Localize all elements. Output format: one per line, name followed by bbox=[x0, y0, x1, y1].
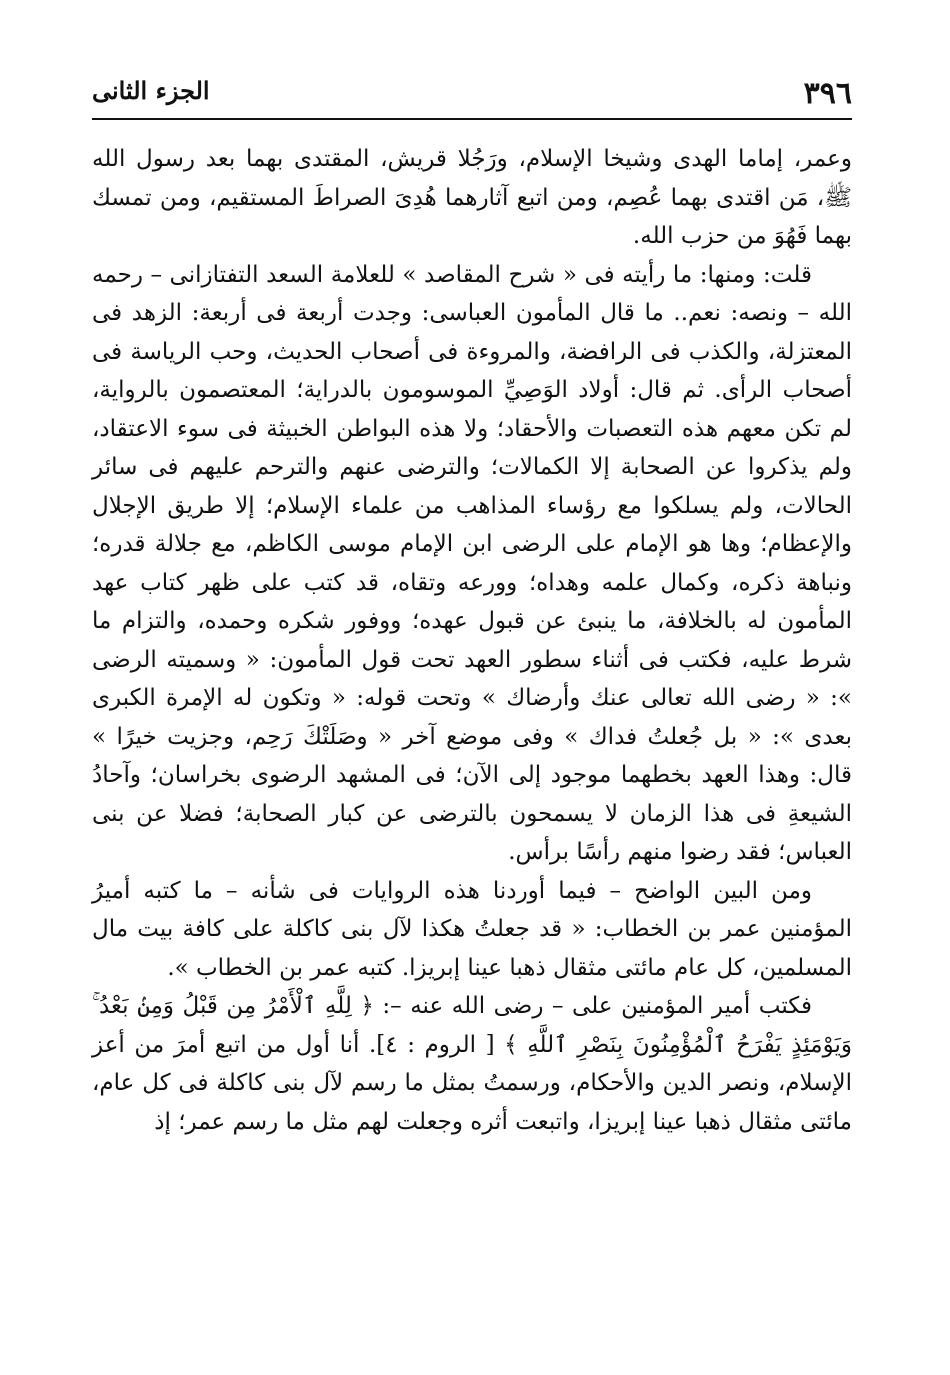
paragraph-continuation: وعمر، إماما الهدى وشيخا الإسلام، ورَجُلا قريش، المقتدى بهما بعد رسول الله ﷺ، مَن اقتدى بهما عُصِم، ومن اتبع آثارهما هُدِىَ الصراطَ المستقيم، ومن تمسك بهما فَهُوَ من حزب الله. bbox=[92, 146, 852, 249]
page-body bbox=[92, 140, 852, 1141]
paragraph-umar-letter: ومن البين الواضح – فيما أوردنا هذه الروايات فى شأنه – ما كتبه أميرُ المؤمنين عمر بن الخطاب: « قد جعلتُ هكذا لآل بنى كاكلة على كافة بيت مال المسلمين، كل عام مائتى مثقال ذهبا عينا إبريزا. كتبه عمر بن الخطاب ». bbox=[92, 877, 852, 981]
page-header bbox=[92, 72, 852, 111]
paragraph-ali-reply: فكتب أمير المؤمنين على – رضى الله عنه –: ﴿ لِلَّهِ ٱلْأَمْرُ مِن قَبْلُ وَمِنۢ بَعْدُ ۚ وَيَوْمَئِذٍ يَفْرَحُ ٱلْمُؤْمِنُونَ بِنَصْرِ ٱللَّهِ ﴾ [ الروم : ٤]. أنا أول من اتبع أمرَ من أعز الإسلام، ونصر الدين والأحكام، ورسمتُ بمثل ما رسم لآل بنى كاكلة فى كل عام، مائتى مثقال ذهبا عينا إبريزا، واتبعت أثره وجعلت لهم مثل ما رسم عمر؛ إذ bbox=[92, 993, 852, 1135]
paragraph-quote-sharh-al-maqasid: قلت: ومنها: ما رأيته فى « شرح المقاصد » للعلامة السعد التفتازانى – رحمه الله – ونصه: نعم.. ما قال المأمون العباسى: وجدت أربعة فى أربعة: الزهد فى المعتزلة، والكذب فى الرافضة، والمروءة فى أصحاب الحديث، وحب الرياسة فى أصحاب الرأى. ثم قال: أولاد الوَصِيِّ الموسومون بالدراية؛ المعتصمون بالرواية، لم تكن معهم هذه التعصبات والأحقاد؛ ولا هذه البواطن الخبيثة فى سوء الاعتقاد، ولم يذكروا عن الصحابة إلا الكمالات؛ والترضى عنهم والترحم عليهم فى سائر الحالات، ولم يسلكوا مع رؤساء المذاهب من علماء الإسلام؛ إلا طريق الإجلال والإعظام؛ وها هو الإمام على الرضى ابن الإمام موسى الكاظم، مع جلالة قدره؛ ونباهة ذكره، وكمال علمه وهداه؛ وورعه وتقاه، قد كتب على ظهر كتاب عهد المأمون له بالخلافة، ما ينبئ عن قبول عهده؛ ووفور شكره وحمده، والتزام ما شرط عليه، فكتب فى أثناء سطور العهد تحت قول المأمون: « وسميته الرضى »: « رضى الله تعالى عنك وأرضاك » وتحت قوله: « وتكون له الإمرة الكبرى بعدى »: « بل جُعلتُ فداك » وفى موضع آخر « وصَلَتْكَ رَحِم، وجزيت خيرًا » قال: وهذا العهد بخطهما موجود إلى الآن؛ فى المشهد الرضوى بخراسان؛ وآحادُ الشيعةِ فى هذا الزمان لا يسمحون بالترضى عن كبار الصحابة؛ فضلا عن بنى العباس؛ فقد رضوا منهم رأسًا برأس. bbox=[92, 261, 852, 865]
header-divider bbox=[92, 118, 852, 120]
page-number: ٣٩٦ bbox=[803, 76, 852, 111]
running-title: الجزء الثانى bbox=[92, 76, 210, 105]
